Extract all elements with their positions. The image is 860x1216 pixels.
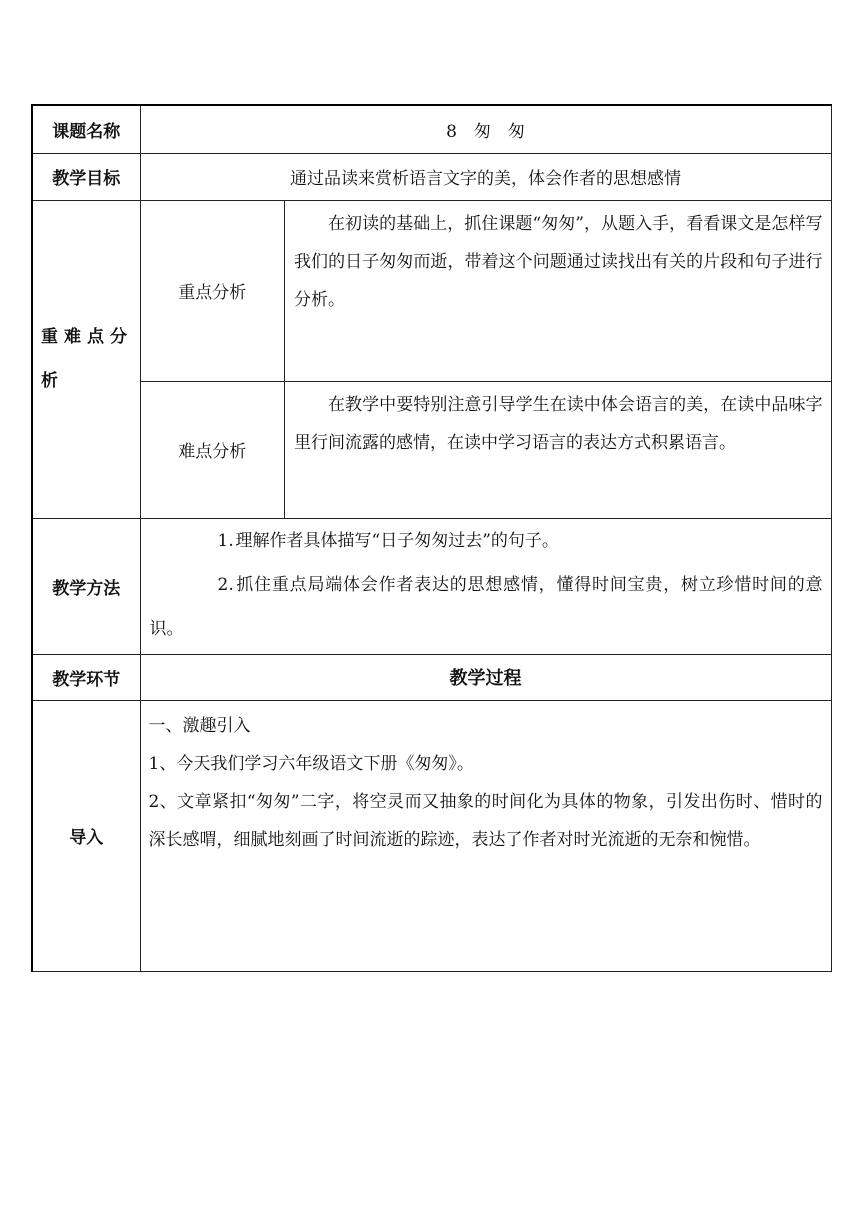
method-item [141, 563, 831, 651]
difficult-analysis-label: 难点分析 [141, 382, 285, 518]
intro-line: 2、文章紧扣“匆匆”二字，将空灵而又抽象的时间化为具体的物象，引发出伤时、惜时的深长感喟，细腻地刻画了时间流逝的踪迹，表达了作者对时光流逝的无奈和惋惜。 [148, 791, 823, 850]
key-analysis-text: 在初读的基础上，抓住课题“匆匆”，从题入手，看看课文是怎样写我们的日子匆匆而逝，带着这个问题通过读找出有关的片段和句子进行分析。 [294, 213, 823, 310]
difficult-analysis-text: 在教学中要特别注意引导学生在读中体会语言的美，在读中品味字里行间流露的感情，在读中学习语言的表达方式积累语言。 [294, 395, 823, 453]
method-item-text: 理解作者具体描写“日子匆匆过去”的句子。 [235, 530, 559, 551]
intro-line: 1、今天我们学习六年级语文下册《匆匆》。 [148, 753, 474, 774]
process-header-label: 教学过程 [140, 654, 831, 700]
stage-header-label: 教学环节 [32, 654, 140, 700]
intro-line: 一、激趣引入 [148, 715, 251, 736]
row-intro [32, 700, 831, 971]
row-method [32, 518, 831, 654]
method-item-number: 1. [217, 530, 234, 551]
row-analysis [32, 200, 831, 518]
goal-label: 教学目标 [32, 153, 140, 200]
lesson-plan-table [31, 104, 832, 972]
key-analysis-label: 重点分析 [141, 201, 285, 382]
title-value: 8 匆 匆 [140, 105, 831, 153]
goal-value: 通过品读来赏析语言文字的美，体会作者的思想感情 [140, 153, 831, 200]
row-goal [32, 153, 831, 200]
method-label: 教学方法 [32, 518, 140, 654]
analysis-label: 重难点分析 [32, 200, 140, 518]
title-label: 课题名称 [32, 105, 140, 153]
method-item-number: 2. [217, 574, 234, 595]
method-item [141, 519, 831, 563]
row-header [32, 654, 831, 700]
method-item-text: 抓住重点局端体会作者表达的思想感情，懂得时间宝贵，树立珍惜时间的意识。 [149, 574, 823, 639]
row-title [32, 105, 831, 153]
intro-label: 导入 [32, 700, 140, 971]
analysis-subtable [141, 201, 831, 518]
